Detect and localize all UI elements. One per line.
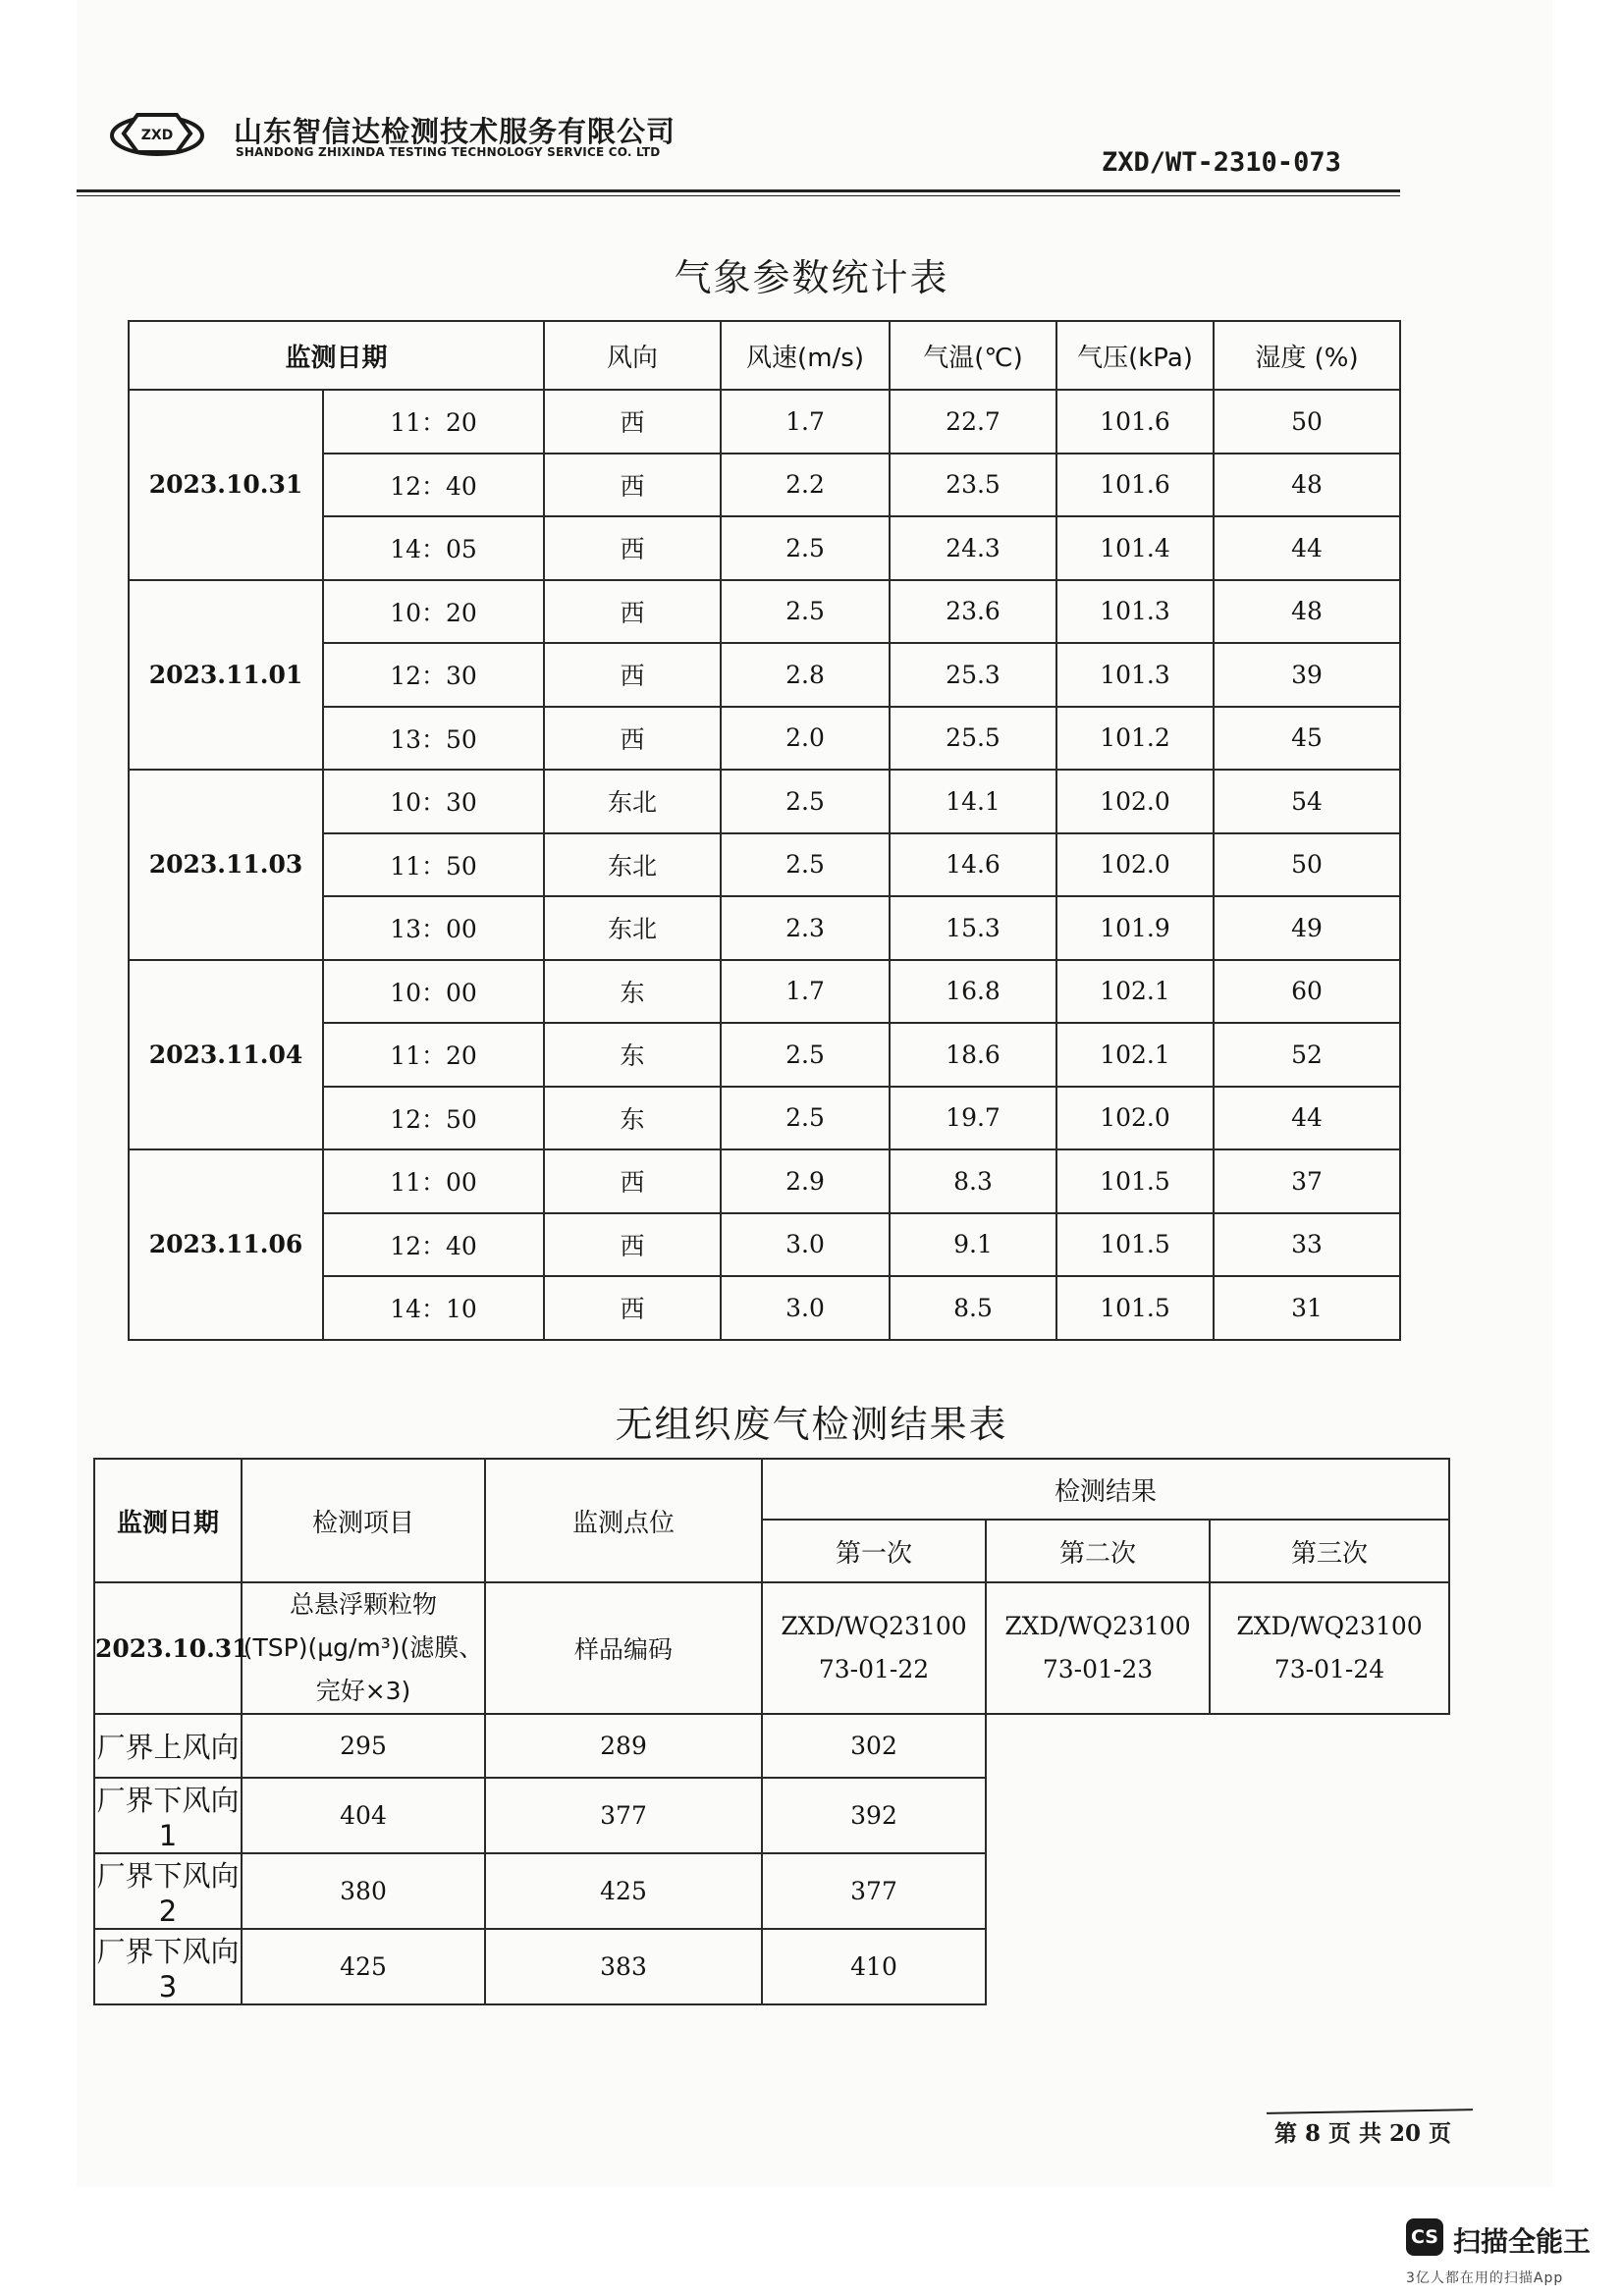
weather-row xyxy=(129,770,1400,833)
weather-row xyxy=(129,390,1400,454)
result-third: 377 xyxy=(762,1853,986,1929)
emission-table xyxy=(93,1458,1450,2005)
weather-wind-direction: 东 xyxy=(544,1087,721,1150)
result-first: 380 xyxy=(242,1853,485,1929)
report-number: ZXD/WT-2310-073 xyxy=(1102,147,1341,178)
sample-code-part: 73-01-23 xyxy=(1042,1655,1154,1683)
weather-time: 12：40 xyxy=(323,1213,544,1277)
company-name-en: SHANDONG ZHIXINDA TESTING TECHNOLOGY SERVICE CO. LTD xyxy=(236,145,661,159)
sample-code-part: ZXD/WQ23100 xyxy=(1004,1612,1191,1640)
weather-wind-speed: 2.5 xyxy=(721,580,890,644)
sample-code-2 xyxy=(986,1582,1210,1714)
weather-time: 12：50 xyxy=(323,1087,544,1150)
test-item-line: 完好×3) xyxy=(315,1677,411,1705)
company-logo xyxy=(108,103,206,164)
logo-text: ZXD xyxy=(140,128,174,143)
page-number: 第 8 页 共 20 页 xyxy=(1274,2120,1452,2147)
weather-pressure: 101.3 xyxy=(1056,580,1214,644)
monitoring-point: 厂界下风向 1 xyxy=(94,1778,242,1853)
weather-wind-direction: 西 xyxy=(544,1276,721,1340)
weather-wind-speed: 2.8 xyxy=(721,643,890,707)
weather-wind-direction: 西 xyxy=(544,454,721,517)
sample-code-part: ZXD/WQ23100 xyxy=(781,1612,967,1640)
header-temperature: 气温(℃) xyxy=(890,321,1056,390)
emission-row xyxy=(94,1778,1449,1853)
result-first: 295 xyxy=(242,1714,485,1778)
result-third: 302 xyxy=(762,1714,986,1778)
weather-wind-speed: 2.5 xyxy=(721,516,890,580)
weather-humidity: 48 xyxy=(1214,580,1400,644)
weather-temperature: 14.6 xyxy=(890,833,1056,897)
sample-code-part: ZXD/WQ23100 xyxy=(1236,1612,1423,1640)
emission-table-title: 无组织废气检测结果表 xyxy=(615,1403,1008,1446)
sample-code-row xyxy=(94,1582,1449,1714)
weather-pressure: 102.0 xyxy=(1056,833,1214,897)
weather-time: 14：10 xyxy=(323,1276,544,1340)
emission-row xyxy=(94,1929,1449,2004)
weather-humidity: 31 xyxy=(1214,1276,1400,1340)
weather-humidity: 44 xyxy=(1214,516,1400,580)
weather-time: 11：20 xyxy=(323,1023,544,1087)
weather-humidity: 49 xyxy=(1214,896,1400,960)
header-date: 监测日期 xyxy=(94,1459,242,1582)
weather-wind-speed: 3.0 xyxy=(721,1276,890,1340)
weather-wind-direction: 西 xyxy=(544,580,721,644)
weather-humidity: 50 xyxy=(1214,833,1400,897)
weather-humidity: 54 xyxy=(1214,770,1400,833)
header-date: 监测日期 xyxy=(129,321,544,390)
weather-humidity: 52 xyxy=(1214,1023,1400,1087)
weather-wind-speed: 2.9 xyxy=(721,1149,890,1213)
weather-table-title: 气象参数统计表 xyxy=(674,256,949,299)
result-first: 404 xyxy=(242,1778,485,1853)
header-rule-thin xyxy=(77,195,1400,196)
header-results: 检测结果 xyxy=(762,1459,1449,1520)
emission-header-row-1 xyxy=(94,1459,1449,1520)
result-second: 425 xyxy=(485,1853,762,1929)
weather-humidity: 44 xyxy=(1214,1087,1400,1150)
weather-time: 11：20 xyxy=(323,390,544,454)
monitoring-point: 厂界下风向 3 xyxy=(94,1929,242,2004)
weather-temperature: 23.5 xyxy=(890,454,1056,517)
weather-temperature: 15.3 xyxy=(890,896,1056,960)
header-wind-direction: 风向 xyxy=(544,321,721,390)
weather-wind-direction: 西 xyxy=(544,707,721,771)
weather-time: 12：40 xyxy=(323,454,544,517)
header-first: 第一次 xyxy=(762,1520,986,1582)
weather-pressure: 102.0 xyxy=(1056,770,1214,833)
header-rule xyxy=(77,189,1400,192)
sample-code-label: 样品编码 xyxy=(485,1582,762,1714)
weather-time: 10：00 xyxy=(323,960,544,1024)
weather-wind-speed: 2.5 xyxy=(721,1023,890,1087)
weather-wind-direction: 西 xyxy=(544,643,721,707)
monitoring-point: 厂界上风向 xyxy=(94,1714,242,1778)
test-item-line: 总悬浮颗粒物 xyxy=(289,1590,437,1619)
header-test-item: 检测项目 xyxy=(242,1459,485,1582)
weather-wind-direction: 东北 xyxy=(544,770,721,833)
weather-humidity: 45 xyxy=(1214,707,1400,771)
sample-code-1 xyxy=(762,1582,986,1714)
header-third: 第三次 xyxy=(1210,1520,1449,1582)
weather-temperature: 16.8 xyxy=(890,960,1056,1024)
weather-pressure: 102.1 xyxy=(1056,960,1214,1024)
weather-wind-speed: 1.7 xyxy=(721,390,890,454)
weather-time: 11：50 xyxy=(323,833,544,897)
weather-date: 2023.11.01 xyxy=(129,580,323,771)
weather-temperature: 24.3 xyxy=(890,516,1056,580)
weather-time: 11：00 xyxy=(323,1149,544,1213)
weather-wind-direction: 东 xyxy=(544,1023,721,1087)
weather-temperature: 22.7 xyxy=(890,390,1056,454)
header-wind-speed: 风速(m/s) xyxy=(721,321,890,390)
company-name-cn: 山东智信达检测技术服务有限公司 xyxy=(234,115,676,148)
emission-date: 2023.10.31 xyxy=(94,1582,242,1714)
weather-temperature: 19.7 xyxy=(890,1087,1056,1150)
weather-wind-speed: 2.3 xyxy=(721,896,890,960)
header-humidity: 湿度 (%) xyxy=(1214,321,1400,390)
weather-date: 2023.10.31 xyxy=(129,390,323,580)
weather-wind-speed: 3.0 xyxy=(721,1213,890,1277)
weather-wind-direction: 西 xyxy=(544,1213,721,1277)
weather-pressure: 101.5 xyxy=(1056,1149,1214,1213)
weather-time: 12：30 xyxy=(323,643,544,707)
weather-header-row xyxy=(129,321,1400,390)
weather-wind-speed: 1.7 xyxy=(721,960,890,1024)
weather-temperature: 14.1 xyxy=(890,770,1056,833)
weather-wind-direction: 西 xyxy=(544,516,721,580)
weather-wind-speed: 2.5 xyxy=(721,833,890,897)
result-third: 392 xyxy=(762,1778,986,1853)
weather-temperature: 25.3 xyxy=(890,643,1056,707)
weather-wind-direction: 东北 xyxy=(544,896,721,960)
weather-temperature: 18.6 xyxy=(890,1023,1056,1087)
weather-time: 13：00 xyxy=(323,896,544,960)
weather-pressure: 102.0 xyxy=(1056,1087,1214,1150)
test-item-line: (TSP)(μg/m³)(滤膜、 xyxy=(243,1633,484,1662)
weather-pressure: 101.2 xyxy=(1056,707,1214,771)
weather-temperature: 25.5 xyxy=(890,707,1056,771)
weather-humidity: 60 xyxy=(1214,960,1400,1024)
result-first: 425 xyxy=(242,1929,485,2004)
weather-time: 13：50 xyxy=(323,707,544,771)
scanner-name: 扫描全能王 xyxy=(1453,2225,1592,2258)
weather-date: 2023.11.04 xyxy=(129,960,323,1150)
scanner-slogan: 3亿人都在用的扫描App xyxy=(1406,2270,1564,2286)
sample-code-3 xyxy=(1210,1582,1449,1714)
result-second: 383 xyxy=(485,1929,762,2004)
sample-code-part: 73-01-24 xyxy=(1273,1655,1385,1683)
weather-temperature: 8.5 xyxy=(890,1276,1056,1340)
weather-wind-direction: 西 xyxy=(544,1149,721,1213)
weather-row xyxy=(129,580,1400,644)
weather-wind-direction: 西 xyxy=(544,390,721,454)
weather-wind-direction: 东北 xyxy=(544,833,721,897)
weather-wind-speed: 2.0 xyxy=(721,707,890,771)
header-second: 第二次 xyxy=(986,1520,1210,1582)
weather-time: 14：05 xyxy=(323,516,544,580)
result-second: 377 xyxy=(485,1778,762,1853)
weather-pressure: 101.4 xyxy=(1056,516,1214,580)
weather-pressure: 101.3 xyxy=(1056,643,1214,707)
weather-temperature: 9.1 xyxy=(890,1213,1056,1277)
header-monitoring-point: 监测点位 xyxy=(485,1459,762,1582)
weather-wind-direction: 东 xyxy=(544,960,721,1024)
weather-table xyxy=(128,320,1401,1341)
weather-humidity: 37 xyxy=(1214,1149,1400,1213)
header-pressure: 气压(kPa) xyxy=(1056,321,1214,390)
result-third: 410 xyxy=(762,1929,986,2004)
weather-wind-speed: 2.5 xyxy=(721,1087,890,1150)
weather-humidity: 33 xyxy=(1214,1213,1400,1277)
scanner-badge: CS xyxy=(1406,2218,1443,2256)
weather-temperature: 8.3 xyxy=(890,1149,1056,1213)
weather-pressure: 101.6 xyxy=(1056,454,1214,517)
weather-row xyxy=(129,1149,1400,1213)
weather-pressure: 101.6 xyxy=(1056,390,1214,454)
weather-pressure: 101.5 xyxy=(1056,1276,1214,1340)
weather-humidity: 50 xyxy=(1214,390,1400,454)
weather-time: 10：30 xyxy=(323,770,544,833)
result-second: 289 xyxy=(485,1714,762,1778)
test-item xyxy=(242,1582,485,1714)
weather-humidity: 48 xyxy=(1214,454,1400,517)
weather-wind-speed: 2.2 xyxy=(721,454,890,517)
weather-humidity: 39 xyxy=(1214,643,1400,707)
emission-row xyxy=(94,1714,1449,1778)
weather-pressure: 102.1 xyxy=(1056,1023,1214,1087)
weather-date: 2023.11.03 xyxy=(129,770,323,960)
weather-date: 2023.11.06 xyxy=(129,1149,323,1340)
monitoring-point: 厂界下风向 2 xyxy=(94,1853,242,1929)
weather-pressure: 101.5 xyxy=(1056,1213,1214,1277)
emission-row xyxy=(94,1853,1449,1929)
weather-row xyxy=(129,960,1400,1024)
sample-code-part: 73-01-22 xyxy=(818,1655,930,1683)
weather-wind-speed: 2.5 xyxy=(721,770,890,833)
weather-temperature: 23.6 xyxy=(890,580,1056,644)
weather-time: 10：20 xyxy=(323,580,544,644)
weather-pressure: 101.9 xyxy=(1056,896,1214,960)
